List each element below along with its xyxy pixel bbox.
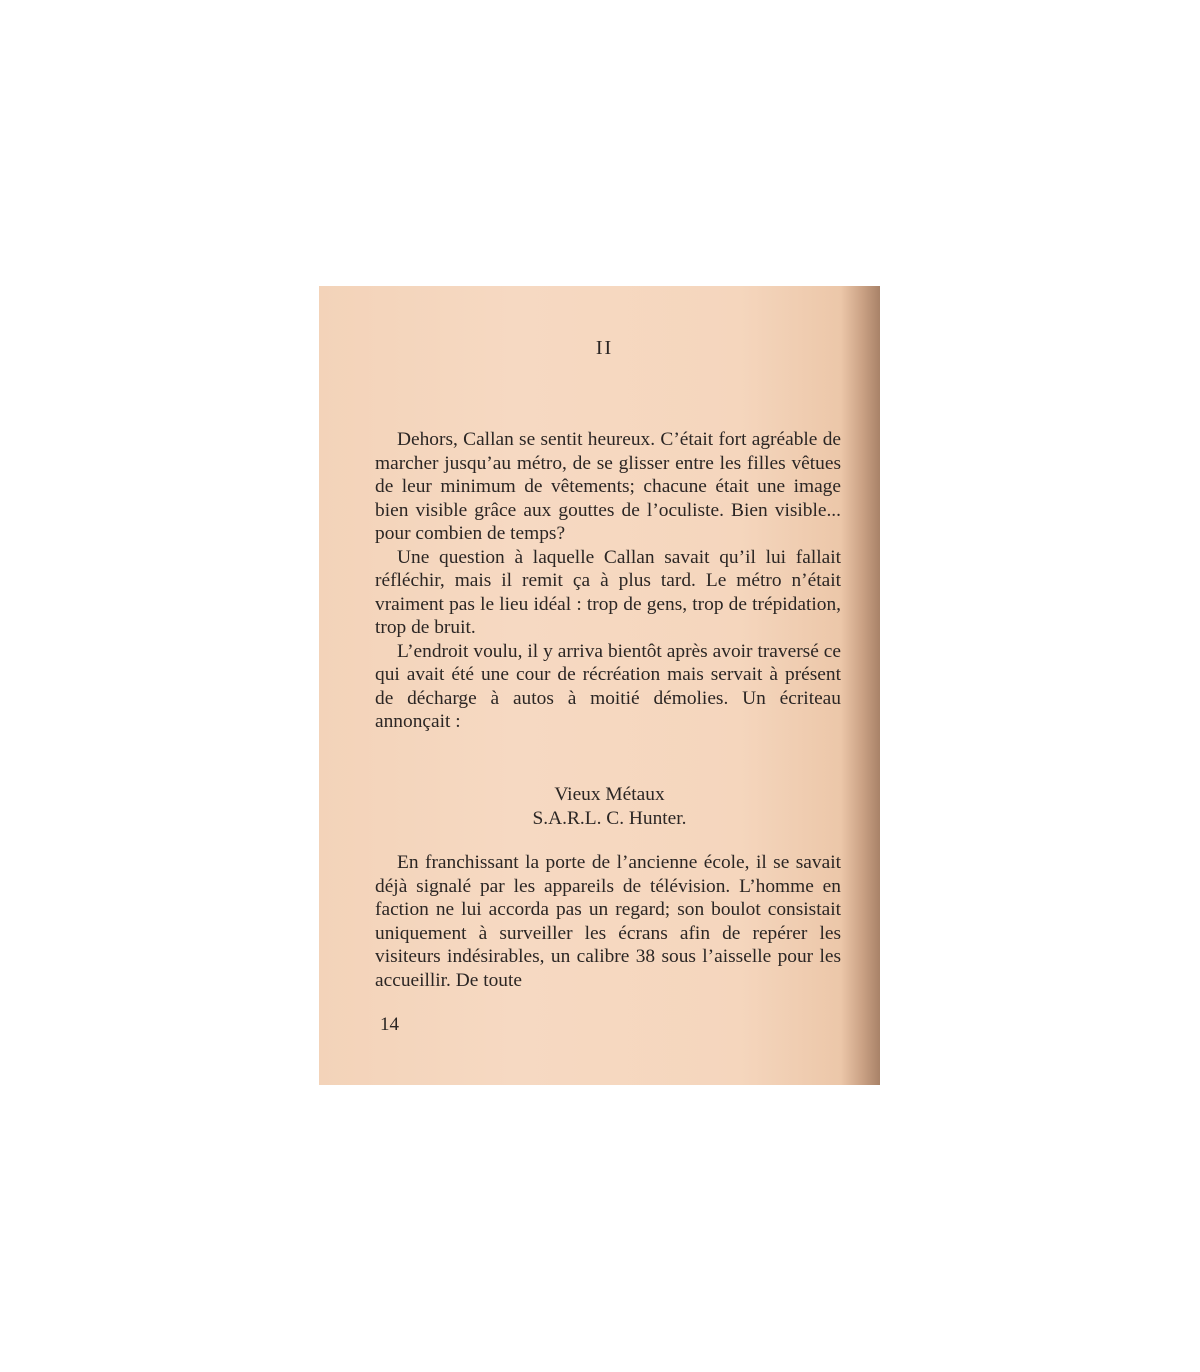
body-text-continued — [375, 851, 841, 992]
chapter-number: II — [595, 337, 614, 359]
paragraph: Dehors, Callan se sentit heureux. C’était fort agréable de marcher jusqu’au métro, de se glisser entre les filles vêtues de leur minimum de vêtements; chacune était une image bien visible grâce aux gouttes de l’oculiste. Bien visible... pour combien de temps? — [375, 429, 841, 544]
paragraph: L’endroit voulu, il y arriva bientôt après avoir traversé ce qui avait été une cour de récréation mais servait à présent de décharge à autos à moitié démolies. Un écriteau annonçait : — [375, 640, 841, 732]
sign-line: Vieux Métaux — [554, 784, 665, 805]
body-text — [375, 428, 841, 734]
sign-text — [319, 783, 880, 831]
sign-line: S.A.R.L. C. Hunter. — [532, 808, 687, 829]
book-page — [319, 286, 880, 1085]
paragraph: Une question à laquelle Callan savait qu’il lui fallait réfléchir, mais il remit ça à plus tard. Le métro n’était vraiment pas le lieu idéal : trop de gens, trop de trépidation, trop de bruit. — [375, 546, 841, 638]
paragraph: En franchissant la porte de l’ancienne école, il se savait déjà signalé par les appareils de télévision. L’homme en faction ne lui accorda pas un regard; son boulot consistait uniquement à surveiller les écrans afin de repérer les visiteurs indésirables, un calibre 38 sous l’aisselle pour les accueillir. De toute — [375, 852, 841, 991]
page-number: 14 — [380, 1014, 399, 1035]
